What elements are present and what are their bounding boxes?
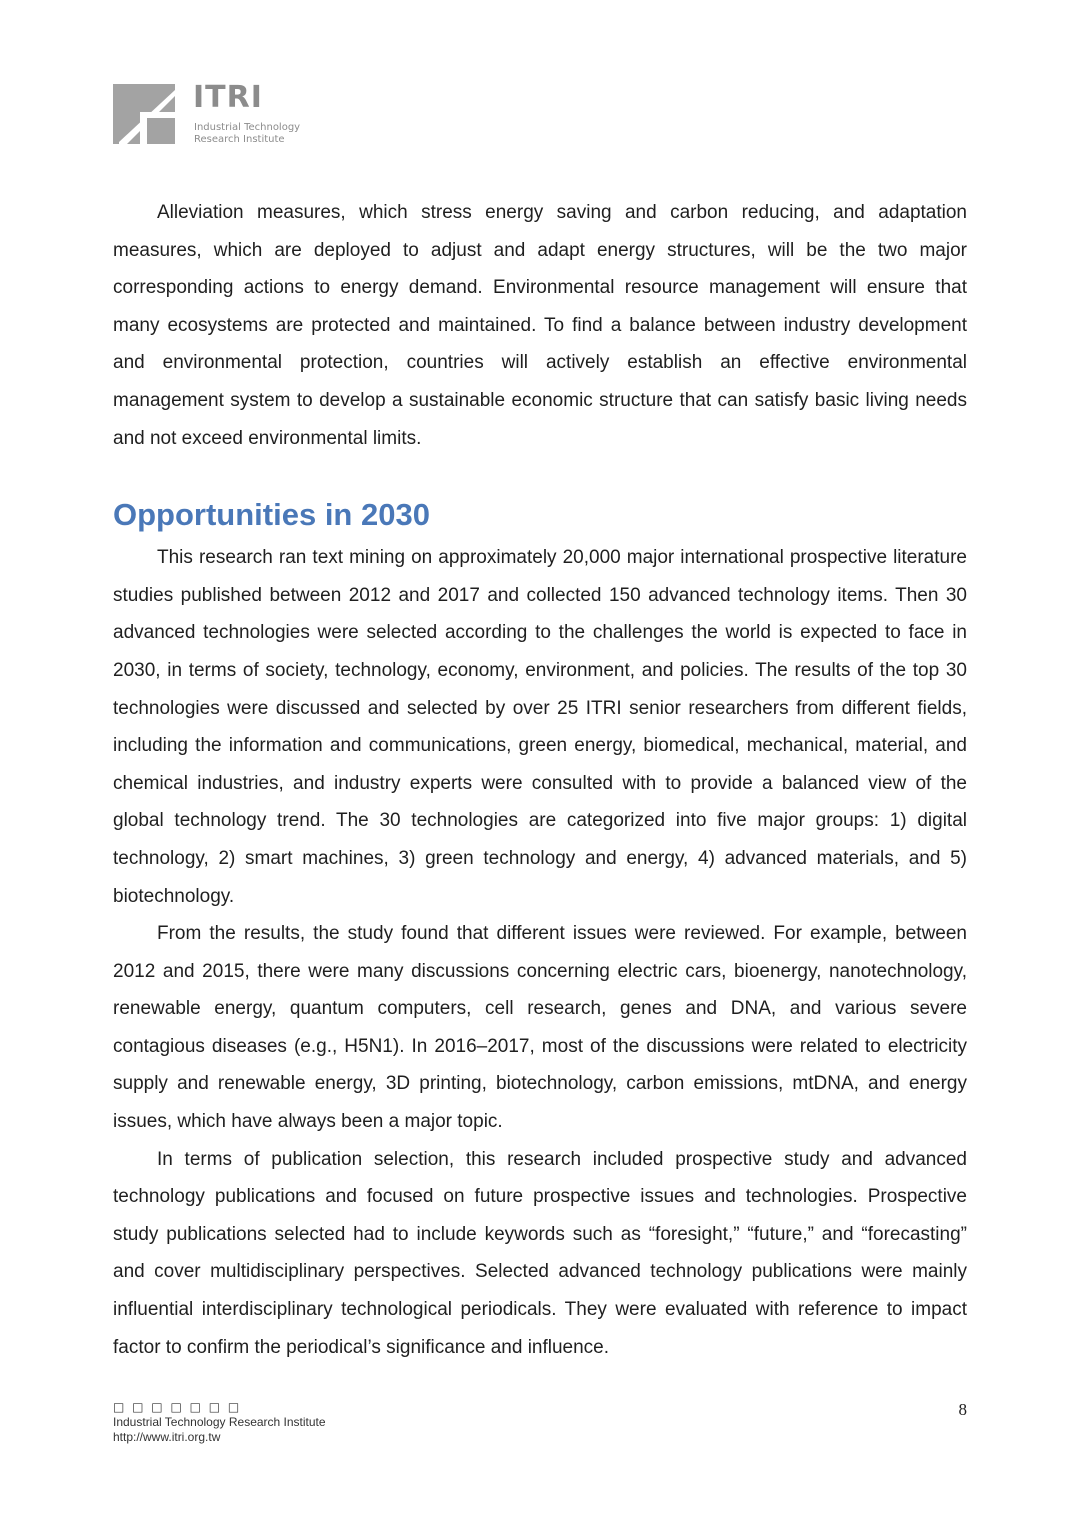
section-heading: Opportunities in 2030	[113, 497, 430, 533]
body-paragraph-2: From the results, the study found that different issues were reviewed. For example, between 2012 and 2015, there were many discussions concerning electric cars, bioenergy, nanotechnology, renewable energy, quantum computers, cell research, genes and DNA, and various severe contagious diseases (e.g., H5N1). In 2016–2017, most of the discussions were related to electricity supply and renewable energy, 3D printing, biotechnology, carbon emissions, mtDNA, and energy issues, which have always been a major topic.	[113, 923, 967, 1133]
footer-org-name: Industrial Technology Research Institute	[113, 1415, 326, 1429]
page-number: 8	[958, 1400, 967, 1419]
itri-logo-icon	[113, 84, 175, 144]
intro-paragraph: Alleviation measures, which stress energy saving and carbon reducing, and adaptation measures, which are deployed to adjust and adapt energy structures, will be the two major corresponding actions to energy demand. Environmental resource management will ensure that many ecosystems are protected and maintained. To find a balance between industry development and environmental protection, countries will actively establish an effective environmental management system to develop a sustainable economic structure that can satisfy basic living needs and not exceed environmental limits.	[113, 202, 967, 449]
logo-subtitle	[194, 122, 300, 146]
footer-org-name-cjk: □ □ □ □ □ □ □	[113, 1400, 242, 1414]
page-content	[113, 194, 967, 1366]
body-paragraph-1: This research ran text mining on approximately 20,000 major international prospective literature studies published between 2012 and 2017 and collected 150 advanced technology items. Then 30 advanced technologies were selected according to the challenges the world is expected to face in 2030, in terms of society, technology, economy, environment, and policies. The results of the top 30 technologies were discussed and selected by over 25 ITRI senior researchers from different fields, including the information and communications, green energy, biomedical, mechanical, material, and chemical industries, and industry experts were consulted with to provide a balanced view of the global technology trend. The 30 technologies are categorized into five major groups: 1) digital technology, 2) smart machines, 3) green technology and energy, 4) advanced materials, and 5) biotechnology.	[113, 547, 967, 907]
body-paragraph-3: In terms of publication selection, this research included prospective study and advanced technology publications and focused on future prospective issues and technologies. Prospective study publications selected had to include keywords such as “foresight,” “future,” and “forecasting” and cover multidisciplinary perspectives. Selected advanced technology publications were mainly influential interdisciplinary technological periodicals. They were evaluated with reference to impact factor to confirm the periodical’s significance and influence.	[113, 1148, 967, 1358]
footer-info	[113, 1400, 326, 1445]
logo-subtitle-line1: Industrial Technology	[194, 122, 301, 133]
logo-title: ITRI	[193, 80, 263, 115]
footer-url: http://www.itri.org.tw	[113, 1430, 221, 1444]
itri-logo	[113, 80, 313, 146]
logo-subtitle-line2: Research Institute	[194, 134, 285, 145]
